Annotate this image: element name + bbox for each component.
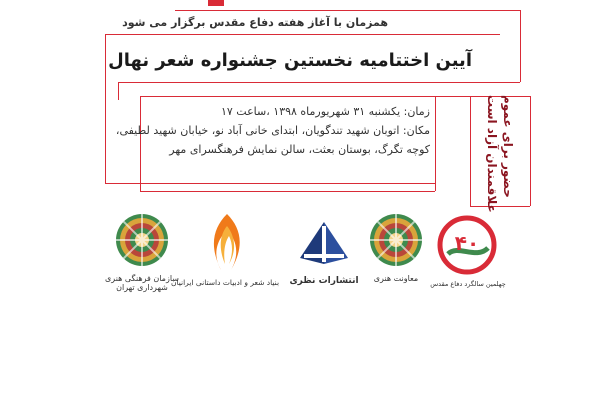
frame-line bbox=[175, 10, 520, 11]
frame-line bbox=[470, 96, 471, 206]
frame-line bbox=[105, 183, 435, 184]
frame-line bbox=[105, 34, 500, 35]
page-title: آیین اختتامیه نخستین جشنواره شعر نهال bbox=[108, 50, 472, 71]
attendance-line-2: علاقمندان آزاد است bbox=[485, 95, 499, 213]
frame-line bbox=[118, 82, 119, 100]
frame-line bbox=[435, 96, 436, 191]
defense-40-logo-icon bbox=[436, 214, 498, 276]
frame-line bbox=[105, 34, 106, 184]
rosette-logo-icon bbox=[366, 210, 426, 270]
sponsor-logos bbox=[0, 210, 600, 330]
rosette-logo-icon bbox=[112, 210, 172, 270]
logo-caption: معاونت هنری bbox=[373, 274, 419, 283]
logo-caption: چهلمین سالگرد دفاع مقدس bbox=[430, 280, 506, 288]
event-place-continued: کوچه تگرگ، بوستان بعثت، سالن نمایش فرهنگسرای مهر bbox=[169, 143, 430, 156]
top-accent-mark bbox=[208, 0, 224, 6]
attendance-line-1: حضور برای عموم bbox=[501, 95, 515, 199]
book-logo-icon bbox=[296, 218, 352, 268]
frame-line bbox=[520, 10, 521, 82]
event-details bbox=[116, 102, 430, 159]
public-attendance-note bbox=[480, 95, 520, 213]
svg-text:۴۰: ۴۰ bbox=[454, 231, 480, 255]
frame-line bbox=[140, 191, 435, 192]
event-time: زمان: یکشنبه ۳۱ شهریورماه ۱۳۹۸ ،ساعت ۱۷ bbox=[220, 105, 430, 118]
event-place: مکان: اتوبان شهید تندگویان، ابتدای خانی آباد نو، خیابان شهید لطیفی، bbox=[115, 124, 430, 137]
logo-caption: سازمان فرهنگی هنری شهرداری تهران bbox=[105, 274, 179, 292]
logo-caption: انتشارات نظری bbox=[289, 276, 359, 286]
logo-caption: بنیاد شعر و ادبیات داستانی ایرانیان bbox=[170, 278, 280, 287]
frame-line bbox=[530, 96, 531, 206]
flame-logo-icon bbox=[205, 212, 249, 274]
frame-line bbox=[118, 82, 520, 83]
subtitle: همزمان با آغاز هفته دفاع مقدس برگزار می شود bbox=[122, 16, 388, 29]
frame-line bbox=[140, 96, 530, 97]
